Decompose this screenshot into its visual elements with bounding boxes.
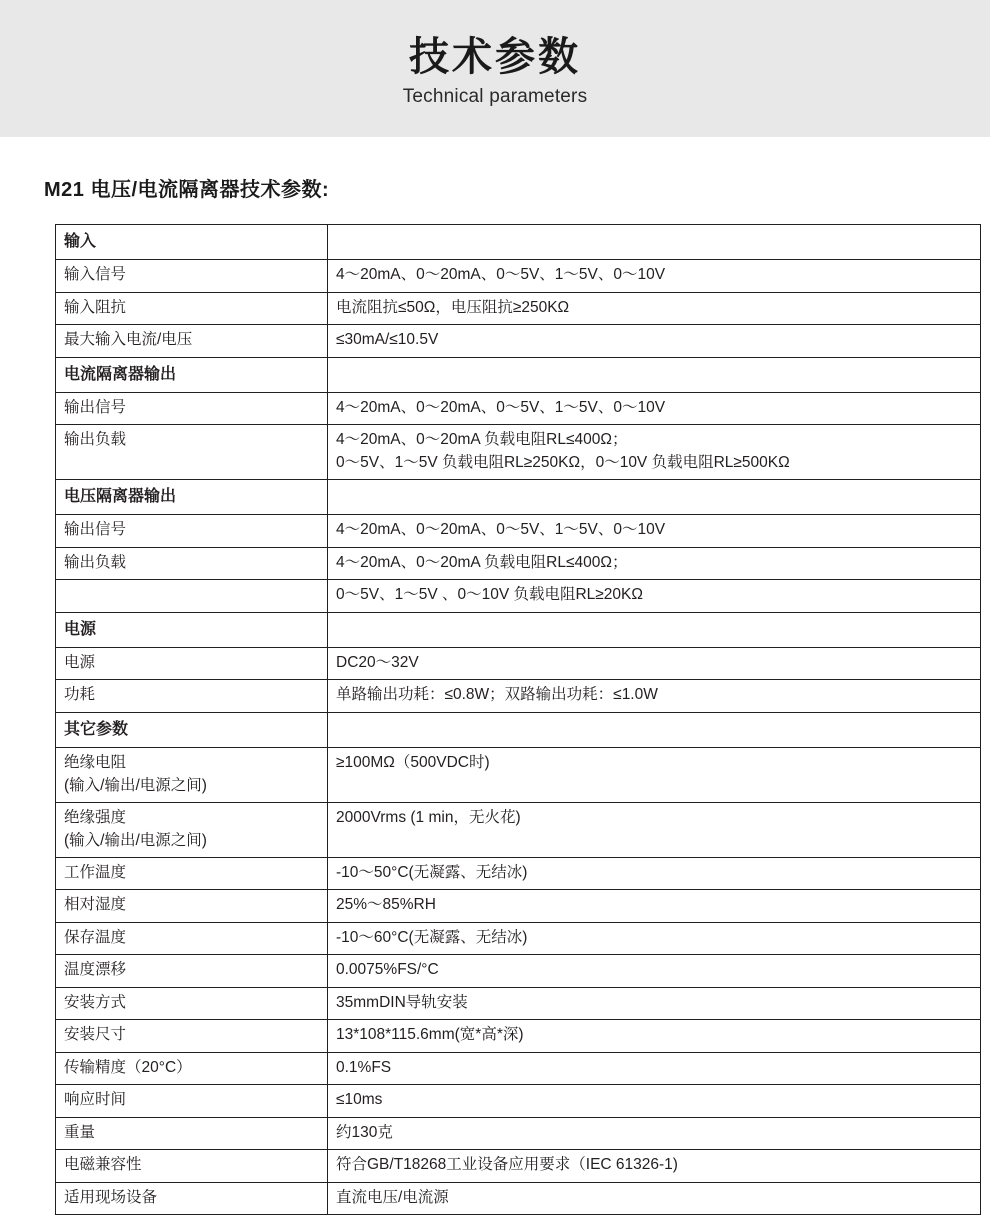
table-cell-value: ≤10ms	[328, 1085, 981, 1117]
table-cell-value: DC20～32V	[328, 647, 981, 679]
table-cell-value	[328, 712, 981, 747]
table-row	[56, 1182, 981, 1214]
table-cell-label: 其它参数	[56, 712, 328, 747]
table-cell-value-line1: 4～20mA、0～20mA 负载电阻RL≤400Ω；	[336, 431, 628, 449]
table-row	[56, 890, 981, 922]
table-group-row	[56, 480, 981, 515]
table-cell-value: ≥100MΩ（500VDC时)	[328, 748, 981, 803]
table-cell-value	[328, 612, 981, 647]
banner-title: 技术参数	[409, 34, 581, 79]
table-cell-label: 输入	[56, 225, 328, 260]
table-row	[56, 803, 981, 858]
table-cell-value: 4～20mA、0～20mA、0～5V、1～5V、0～10V	[328, 260, 981, 292]
table-cell-value-line2: 0～5V、1～5V 负载电阻RL≥250KΩ，0～10V 负载电阻RL≥500KΩ	[336, 453, 790, 471]
table-cell-label: 传输精度（20°C）	[56, 1052, 328, 1084]
table-cell-label: 输出负载	[56, 425, 328, 480]
spec-table	[55, 224, 981, 1215]
table-cell-label: 保存温度	[56, 922, 328, 954]
table-cell-label: 重量	[56, 1117, 328, 1149]
table-row	[56, 1020, 981, 1052]
table-cell-label: 工作温度	[56, 857, 328, 889]
table-row	[56, 1117, 981, 1149]
table-row	[56, 1085, 981, 1117]
table-cell-label-line2: (输入/输出/电源之间)	[64, 831, 207, 849]
table-row	[56, 857, 981, 889]
table-cell-value: 0.0075%FS/°C	[328, 955, 981, 987]
table-cell-label: 温度漂移	[56, 955, 328, 987]
table-cell-value: -10～50°C(无凝露、无结冰)	[328, 857, 981, 889]
table-cell-label	[56, 748, 328, 803]
table-row	[56, 987, 981, 1019]
table-cell-label-line1: 绝缘电阻	[64, 754, 127, 772]
table-cell-label-line1: 绝缘强度	[64, 809, 127, 827]
table-cell-value	[328, 225, 981, 260]
table-row	[56, 1150, 981, 1182]
table-cell-value: 0.1%FS	[328, 1052, 981, 1084]
table-cell-value: 0～5V、1～5V 、0～10V 负载电阻RL≥20KΩ	[328, 580, 981, 612]
table-row	[56, 647, 981, 679]
table-row	[56, 955, 981, 987]
table-row	[56, 680, 981, 712]
table-row	[56, 292, 981, 324]
table-group-row	[56, 612, 981, 647]
table-cell-label: 输出负载	[56, 547, 328, 579]
table-cell-value	[328, 480, 981, 515]
table-cell-value: 4～20mA、0～20mA、0～5V、1～5V、0～10V	[328, 515, 981, 547]
table-cell-value: ≤30mA/≤10.5V	[328, 325, 981, 357]
table-group-row	[56, 225, 981, 260]
table-cell-value: -10～60°C(无凝露、无结冰)	[328, 922, 981, 954]
table-cell-label: 电流隔离器输出	[56, 357, 328, 392]
table-row	[56, 1052, 981, 1084]
table-group-row	[56, 712, 981, 747]
table-cell-value: 25%～85%RH	[328, 890, 981, 922]
table-cell-label: 安装尺寸	[56, 1020, 328, 1052]
table-cell-label	[56, 580, 328, 612]
table-cell-label: 安装方式	[56, 987, 328, 1019]
table-cell-value: 单路输出功耗：≤0.8W；双路输出功耗：≤1.0W	[328, 680, 981, 712]
table-cell-value: 4～20mA、0～20mA 负载电阻RL≤400Ω；	[328, 547, 981, 579]
table-row	[56, 922, 981, 954]
table-cell-value: 约130克	[328, 1117, 981, 1149]
table-cell-label: 输出信号	[56, 392, 328, 424]
table-cell-label: 输出信号	[56, 515, 328, 547]
table-row	[56, 580, 981, 612]
table-cell-label	[56, 803, 328, 858]
table-cell-label-line2: (输入/输出/电源之间)	[64, 776, 207, 794]
table-cell-value: 直流电压/电流源	[328, 1182, 981, 1214]
table-row	[56, 748, 981, 803]
table-cell-label: 电压隔离器输出	[56, 480, 328, 515]
table-cell-label: 电源	[56, 612, 328, 647]
page-banner	[0, 0, 990, 137]
table-cell-value: 13*108*115.6mm(宽*高*深)	[328, 1020, 981, 1052]
banner-subtitle: Technical parameters	[402, 85, 588, 107]
table-cell-value: 2000Vrms (1 min，无火花)	[328, 803, 981, 858]
table-cell-value	[328, 357, 981, 392]
table-cell-value: 符合GB/T18268工业设备应用要求（IEC 61326-1)	[328, 1150, 981, 1182]
table-cell-label: 适用现场设备	[56, 1182, 328, 1214]
table-row	[56, 325, 981, 357]
table-cell-label: 电源	[56, 647, 328, 679]
table-cell-label: 相对湿度	[56, 890, 328, 922]
table-row	[56, 425, 981, 480]
table-cell-value	[328, 425, 981, 480]
table-cell-value: 35mmDIN导轨安装	[328, 987, 981, 1019]
content-area	[0, 173, 990, 1215]
table-cell-label: 输入信号	[56, 260, 328, 292]
table-row	[56, 515, 981, 547]
table-group-row	[56, 357, 981, 392]
table-cell-label: 功耗	[56, 680, 328, 712]
table-cell-label: 输入阻抗	[56, 292, 328, 324]
table-row	[56, 260, 981, 292]
table-row	[56, 547, 981, 579]
table-cell-value: 电流阻抗≤50Ω，电压阻抗≥250KΩ	[328, 292, 981, 324]
table-cell-label: 响应时间	[56, 1085, 328, 1117]
table-cell-value: 4～20mA、0～20mA、0～5V、1～5V、0～10V	[328, 392, 981, 424]
section-title: M21 电压/电流隔离器技术参数:	[44, 179, 330, 201]
table-cell-label: 最大输入电流/电压	[56, 325, 328, 357]
table-row	[56, 392, 981, 424]
spec-table-body	[56, 225, 981, 1215]
table-cell-label: 电磁兼容性	[56, 1150, 328, 1182]
